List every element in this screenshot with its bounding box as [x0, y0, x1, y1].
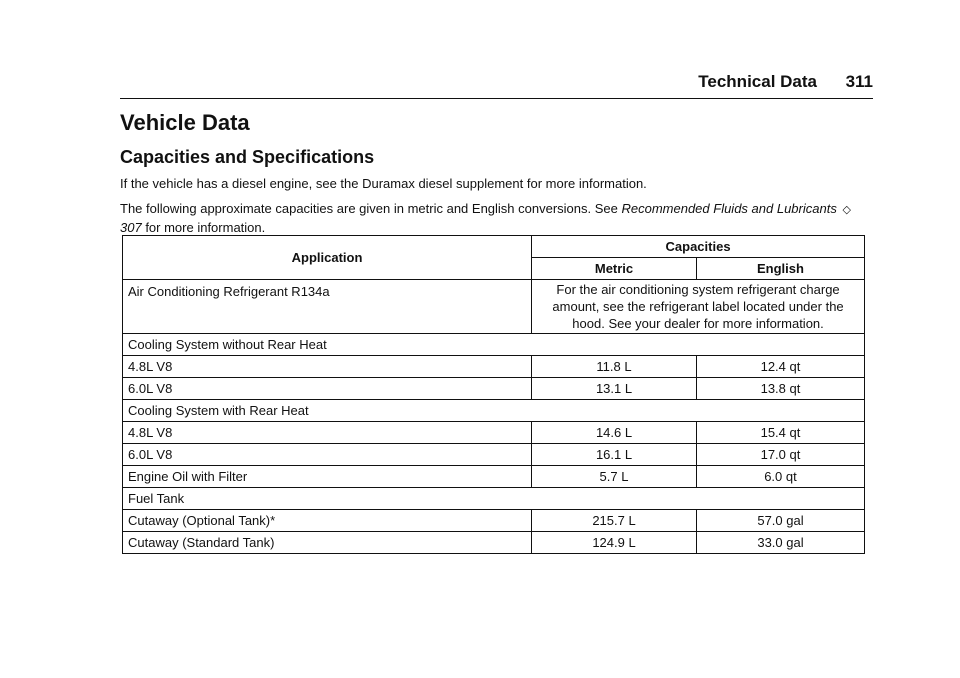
application-cell: 6.0L V8 [123, 444, 532, 466]
metric-cell: 5.7 L [532, 466, 697, 488]
metric-cell: 13.1 L [532, 378, 697, 400]
recommended-fluids-link[interactable]: Recommended Fluids and Lubricants [621, 201, 837, 216]
application-cell: Cutaway (Optional Tank)* [123, 510, 532, 532]
metric-cell: 124.9 L [532, 532, 697, 554]
table-row [123, 466, 865, 488]
group-heading-cell: Cooling System with Rear Heat [123, 400, 865, 422]
conversion-suffix: for more information. [141, 220, 266, 235]
table-row [123, 510, 865, 532]
running-header [120, 72, 873, 98]
table-row [123, 422, 865, 444]
english-header: English [696, 258, 864, 280]
english-cell: 33.0 gal [696, 532, 864, 554]
capacities-header: Capacities [532, 236, 865, 258]
capacities-table [122, 235, 865, 554]
capacity-note-cell: For the air conditioning system refrigerant charge amount, see the refrigerant label located under the hood. See your dealer for more information. [532, 280, 865, 334]
metric-cell: 11.8 L [532, 356, 697, 378]
metric-cell: 215.7 L [532, 510, 697, 532]
conversion-prefix: The following approximate capacities are given in metric and English conversions. See [120, 201, 622, 216]
english-cell: 15.4 qt [696, 422, 864, 444]
application-cell: 6.0L V8 [123, 378, 532, 400]
application-cell: Air Conditioning Refrigerant R134a [123, 280, 532, 334]
english-cell: 17.0 qt [696, 444, 864, 466]
application-cell: 4.8L V8 [123, 356, 532, 378]
group-heading-cell: Fuel Tank [123, 488, 865, 510]
application-header: Application [123, 236, 532, 280]
application-cell: Engine Oil with Filter [123, 466, 532, 488]
table-row [123, 356, 865, 378]
metric-cell: 14.6 L [532, 422, 697, 444]
table-row [123, 334, 865, 356]
table-row [123, 532, 865, 554]
metric-header: Metric [532, 258, 697, 280]
table-row [123, 400, 865, 422]
section-title: Capacities and Specifications [120, 147, 375, 167]
english-cell: 12.4 qt [696, 356, 864, 378]
conversion-paragraph [120, 200, 865, 236]
table-row [123, 444, 865, 466]
metric-cell: 16.1 L [532, 444, 697, 466]
english-cell: 6.0 qt [696, 466, 864, 488]
english-cell: 57.0 gal [696, 510, 864, 532]
page-title: Vehicle Data [120, 110, 250, 135]
application-cell: Cutaway (Standard Tank) [123, 532, 532, 554]
header-section-title: Technical Data [698, 72, 817, 91]
arrow-reference-icon: ◇ [842, 204, 851, 216]
group-heading-cell: Cooling System without Rear Heat [123, 334, 865, 356]
table-row [123, 280, 865, 334]
table-body [123, 280, 865, 554]
header-rule [120, 98, 873, 99]
application-cell: 4.8L V8 [123, 422, 532, 444]
page-number: 311 [845, 72, 873, 91]
table-row [123, 488, 865, 510]
english-cell: 13.8 qt [696, 378, 864, 400]
table-row [123, 378, 865, 400]
reference-page-link[interactable]: 307 [120, 220, 142, 235]
diesel-note-paragraph: If the vehicle has a diesel engine, see the Duramax diesel supplement for more information. [120, 176, 647, 191]
